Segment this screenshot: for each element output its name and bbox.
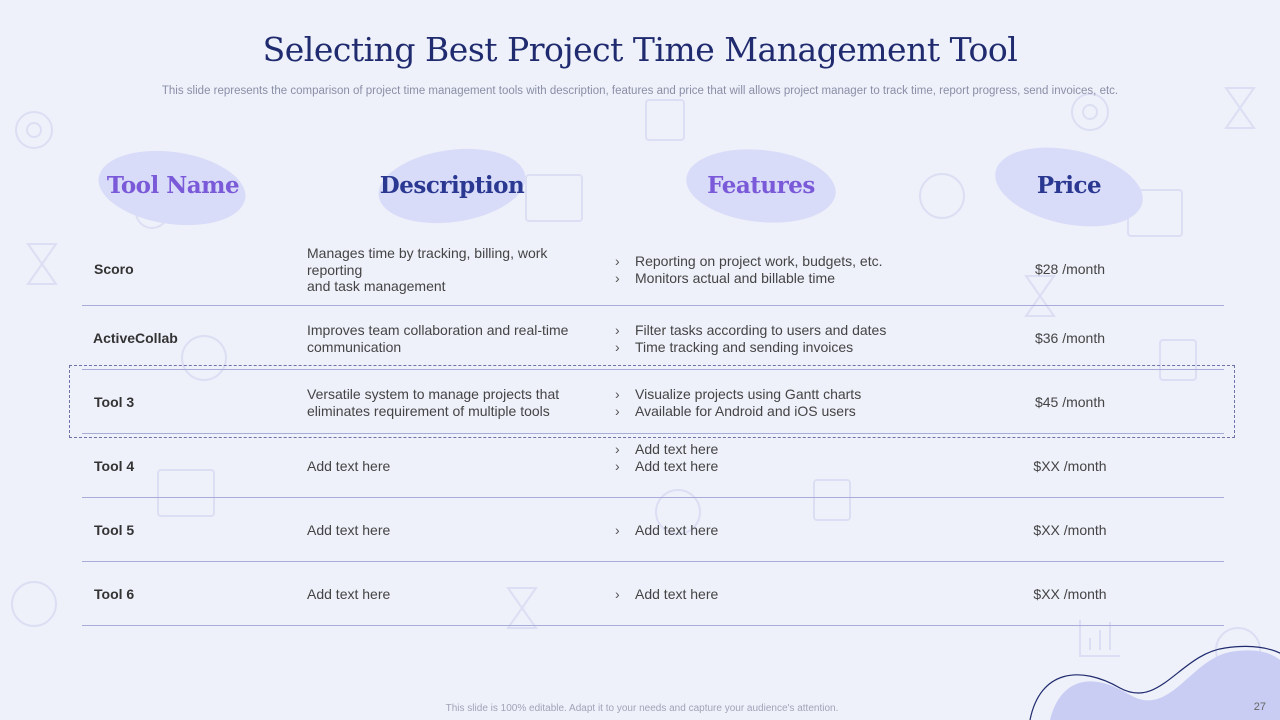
page-number: 27 — [1253, 701, 1266, 713]
chevron-right-icon: › — [615, 269, 620, 286]
feature-item: › Add text here — [615, 522, 719, 538]
tool-price: $XX /month — [1033, 586, 1107, 602]
tool-description — [307, 245, 569, 295]
header-description: Description — [379, 172, 525, 199]
tool-name: Tool 6 — [94, 586, 135, 602]
tool-name: ActiveCollab — [93, 330, 178, 346]
row-divider — [82, 497, 1224, 498]
tool-price: $28 /month — [1034, 261, 1106, 277]
tool-name: Tool 5 — [94, 522, 135, 538]
header-features: Features — [707, 172, 815, 199]
feature-item: › Add text here — [615, 457, 719, 474]
hourglass-icon — [1026, 276, 1054, 316]
description-line: and task management — [307, 278, 446, 294]
tool-price: $XX /month — [1033, 522, 1107, 538]
feature-item: › Time tracking and sending invoices — [615, 338, 854, 355]
tool-name: Tool 4 — [94, 458, 135, 474]
feature-item: › Filter tasks according to users and dates — [615, 322, 887, 338]
feature-item: › Available for Android and iOS users — [615, 402, 856, 419]
chevron-right-icon: › — [615, 338, 620, 355]
tool-features — [615, 253, 935, 286]
document-icon — [646, 100, 684, 140]
feature-item: › Add text here — [615, 441, 719, 457]
gear-icon — [1072, 94, 1108, 130]
hourglass-icon — [28, 244, 56, 284]
tool-price: $45 /month — [1034, 394, 1106, 410]
header-price: Price — [1036, 172, 1102, 199]
feature-item: › Reporting on project work, budgets, etc. — [615, 253, 883, 269]
tool-description: Improves team collaboration and real-time communication — [307, 322, 569, 355]
document-icon — [814, 480, 850, 520]
row-divider — [82, 625, 1224, 626]
gear-icon — [16, 112, 52, 148]
tool-features — [615, 586, 935, 603]
row-divider — [82, 433, 1224, 434]
tool-features — [615, 386, 935, 419]
row-divider — [82, 561, 1224, 562]
chevron-right-icon: › — [615, 402, 620, 419]
feature-item: › Monitors actual and billable time — [615, 269, 835, 286]
row-divider — [82, 369, 1224, 370]
chevron-right-icon: › — [615, 586, 620, 602]
feature-item: › Visualize projects using Gantt charts — [615, 386, 862, 402]
tool-price: $36 /month — [1034, 330, 1106, 346]
footer-note: This slide is 100% editable. Adapt it to your needs and capture your audience's attention. — [445, 703, 839, 714]
chevron-right-icon: › — [615, 457, 620, 474]
tool-features — [615, 522, 935, 539]
description-line: Manages time by tracking, billing, work reporting — [307, 245, 548, 278]
chevron-right-icon: › — [615, 522, 620, 538]
tool-description: Versatile system to manage projects that eliminates requirement of multiple tools — [307, 386, 560, 419]
tool-description: Add text here — [307, 458, 391, 474]
chevron-right-icon: › — [615, 322, 620, 338]
chevron-right-icon: › — [615, 386, 620, 402]
tool-features — [615, 441, 935, 474]
tool-features — [615, 322, 935, 355]
page-title: Selecting Best Project Time Management Tool — [262, 30, 1018, 69]
globe-icon — [920, 174, 964, 218]
header-tool-name: Tool Name — [106, 172, 240, 199]
row-divider — [82, 305, 1224, 306]
page-subtitle: This slide represents the comparison of project time management tools with description, features and price that will allows project manager to track time, report progress, send invoices, etc. — [161, 85, 1119, 97]
feature-item: › Add text here — [615, 586, 719, 602]
tool-price: $XX /month — [1033, 458, 1107, 474]
tool-description: Add text here — [307, 586, 391, 602]
tool-description: Add text here — [307, 522, 391, 538]
calendar-icon — [158, 470, 214, 516]
globe-icon — [12, 582, 56, 626]
chevron-right-icon: › — [615, 441, 620, 457]
tool-name: Scoro — [94, 261, 134, 277]
tool-name: Tool 3 — [94, 394, 135, 410]
chevron-right-icon: › — [615, 253, 620, 269]
